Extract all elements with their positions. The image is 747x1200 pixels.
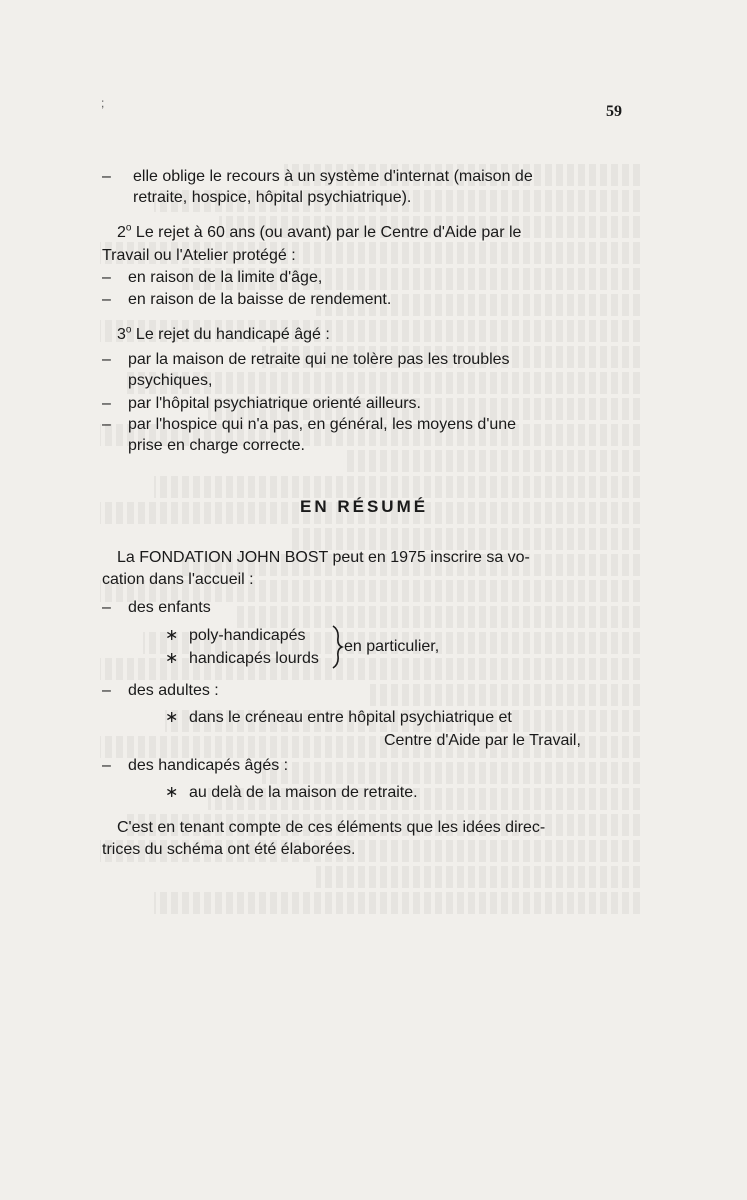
summary-intro-line-2: cation dans l'accueil : <box>102 571 254 588</box>
list-dash: – <box>102 168 111 185</box>
summary-intro-line-1: La FONDATION JOHN BOST peut en 1975 inscrire sa vo- <box>117 549 530 566</box>
curly-brace-icon <box>330 624 344 670</box>
closing-line-1: C'est en tenant compte de ces éléments que les idées direc- <box>117 819 546 836</box>
bullet-star: ∗ <box>165 784 179 801</box>
list-dash: – <box>102 757 111 774</box>
list-dash: – <box>102 682 111 699</box>
bullet-star: ∗ <box>165 627 179 644</box>
margin-mark: ; <box>101 96 105 110</box>
intro-line-1: elle oblige le recours à un système d'internat (maison de <box>133 168 533 185</box>
list-dash: – <box>102 269 111 286</box>
point3-item-3-line-2: prise en charge correcte. <box>128 437 305 454</box>
list-dash: – <box>102 395 111 412</box>
point2-item-2: en raison de la baisse de rendement. <box>128 291 392 308</box>
summary-adults: des adultes : <box>128 682 219 699</box>
list-dash: – <box>102 351 111 368</box>
summary-beyond: au delà de la maison de retraite. <box>189 784 418 801</box>
point3-item-1-line-2: psychiques, <box>128 372 213 389</box>
list-dash: – <box>102 599 111 616</box>
page-number: 59 <box>606 103 622 120</box>
bullet-star: ∗ <box>165 709 179 726</box>
point3-item-1-line-1: par la maison de retraite qui ne tolère pas les troubles <box>128 351 510 368</box>
summary-children: des enfants <box>128 599 211 616</box>
section-heading: EN RÉSUMÉ <box>300 497 429 516</box>
point3-item-3-line-1: par l'hospice qui n'a pas, en général, les moyens d'une <box>128 416 517 433</box>
summary-creneau-line-1: dans le créneau entre hôpital psychiatrique et <box>189 709 512 726</box>
list-dash: – <box>102 416 111 433</box>
list-dash: – <box>102 291 111 308</box>
point3-line-1: 3$^o$ Le rejet du handicapé âgé : <box>117 324 330 343</box>
closing-line-2: trices du schéma ont été élaborées. <box>102 841 356 858</box>
point2-line-1: 2$^o$ Le rejet à 60 ans (ou avant) par le Centre d'Aide par le <box>117 222 522 241</box>
summary-elderly: des handicapés âgés : <box>128 757 289 774</box>
summary-handicapes-lourds: handicapés lourds <box>189 650 319 667</box>
summary-creneau-line-2: Centre d'Aide par le Travail, <box>384 732 581 749</box>
point2-line-2: Travail ou l'Atelier protégé : <box>102 247 296 264</box>
intro-line-2: retraite, hospice, hôpital psychiatrique). <box>133 189 412 206</box>
bullet-star: ∗ <box>165 650 179 667</box>
summary-en-particulier: en particulier, <box>344 638 440 655</box>
point2-item-1: en raison de la limite d'âge, <box>128 269 323 286</box>
point3-item-2: par l'hôpital psychiatrique orienté ailleurs. <box>128 395 421 412</box>
summary-poly-handicapes: poly-handicapés <box>189 627 306 644</box>
